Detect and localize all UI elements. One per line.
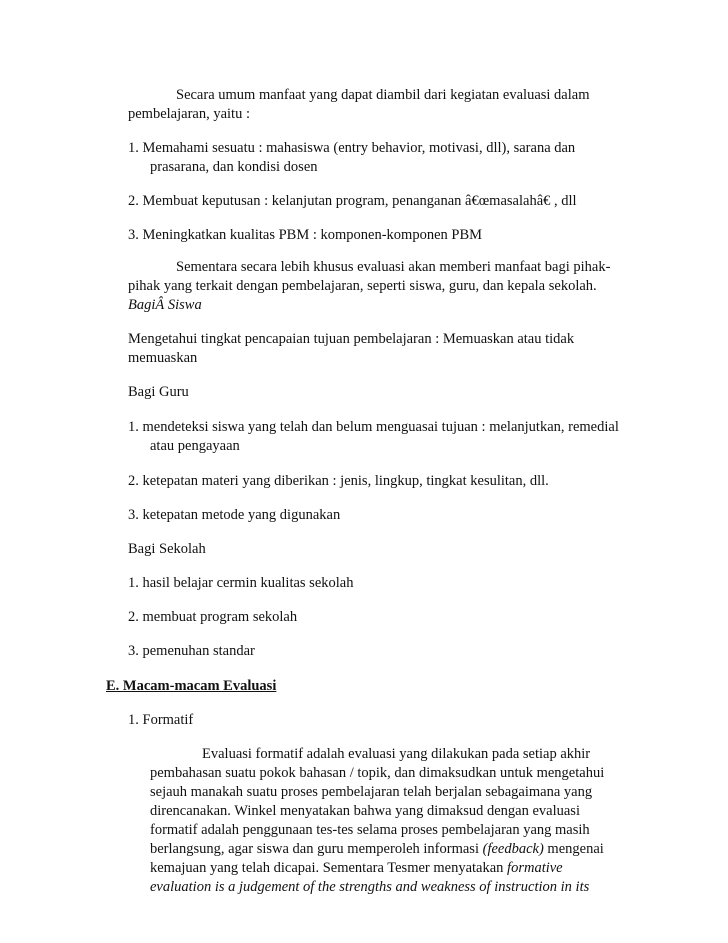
sekolah-item-2: 2. membuat program sekolah (128, 609, 298, 625)
formatif-line-6: berlangsung, agar siswa dan guru memperoleh informasi (feedback) mengenai (150, 841, 604, 857)
bagi-guru-heading: Bagi Guru (128, 384, 189, 400)
guru-item-2: 2. ketepatan materi yang diberikan : jenis, lingkup, tingkat kesulitan, dll. (128, 473, 549, 489)
intro-line-2: pembelajaran, yaitu : (128, 106, 250, 122)
feedback-term: (feedback) (482, 841, 544, 857)
formatif-line-8: evaluation is a judgement of the strengths and weakness of instruction in its (150, 879, 590, 895)
formatif-line-4: direncanakan. Winkel menyatakan bahwa yang dimaksud dengan evaluasi (150, 803, 580, 819)
formatif-heading: 1. Formatif (128, 712, 194, 728)
formative-term: formative (507, 860, 563, 876)
formatif-line-7: kemajuan yang telah dicapai. Sementara Tesmer menyatakan formative (150, 860, 563, 876)
specific-line-2: pihak yang terkait dengan pembelajaran, seperti siswa, guru, dan kepala sekolah. (128, 278, 597, 294)
guru-item-3: 3. ketepatan metode yang digunakan (128, 507, 341, 523)
list1-item-1-line-2: prasarana, dan kondisi dosen (150, 159, 318, 175)
specific-line-1: Sementara secara lebih khusus evaluasi akan memberi manfaat bagi pihak- (176, 259, 611, 275)
sekolah-item-3: 3. pemenuhan standar (128, 643, 255, 659)
list1-item-2: 2. Membuat keputusan : kelanjutan program, penanganan â€œmasalahâ€ , dll (128, 193, 577, 209)
formatif-line-3: sejauh manakah suatu proses pembelajaran telah berjalan sebagaimana yang (150, 784, 593, 800)
sekolah-item-1: 1. hasil belajar cermin kualitas sekolah (128, 575, 354, 591)
guru-item-1-line-2: atau pengayaan (150, 438, 240, 454)
list1-item-1-line-1: 1. Memahami sesuatu : mahasiswa (entry behavior, motivasi, dll), sarana dan (128, 140, 576, 156)
siswa-text-line-2: memuaskan (128, 350, 198, 366)
intro-line-1: Secara umum manfaat yang dapat diambil dari kegiatan evaluasi dalam (176, 87, 590, 103)
formatif-line-2: pembahasan suatu pokok bahasan / topik, dan dimaksudkan untuk mengetahui (150, 765, 605, 781)
section-e-heading: E. Macam-macam Evaluasi (106, 678, 277, 694)
formatif-line-5: formatif adalah penggunaan tes-tes selama proses pembelajaran yang masih (150, 822, 590, 838)
guru-item-1-line-1: 1. mendeteksi siswa yang telah dan belum menguasai tujuan : melanjutkan, remedial (128, 419, 619, 435)
siswa-text-line-1: Mengetahui tingkat pencapaian tujuan pembelajaran : Memuaskan atau tidak (128, 331, 575, 347)
formatif-line-1: Evaluasi formatif adalah evaluasi yang dilakukan pada setiap akhir (202, 746, 591, 762)
list1-item-3: 3. Meningkatkan kualitas PBM : komponen-komponen PBM (128, 227, 483, 243)
bagi-siswa-heading: BagiÂ Siswa (128, 297, 202, 313)
bagi-sekolah-heading: Bagi Sekolah (128, 541, 206, 557)
